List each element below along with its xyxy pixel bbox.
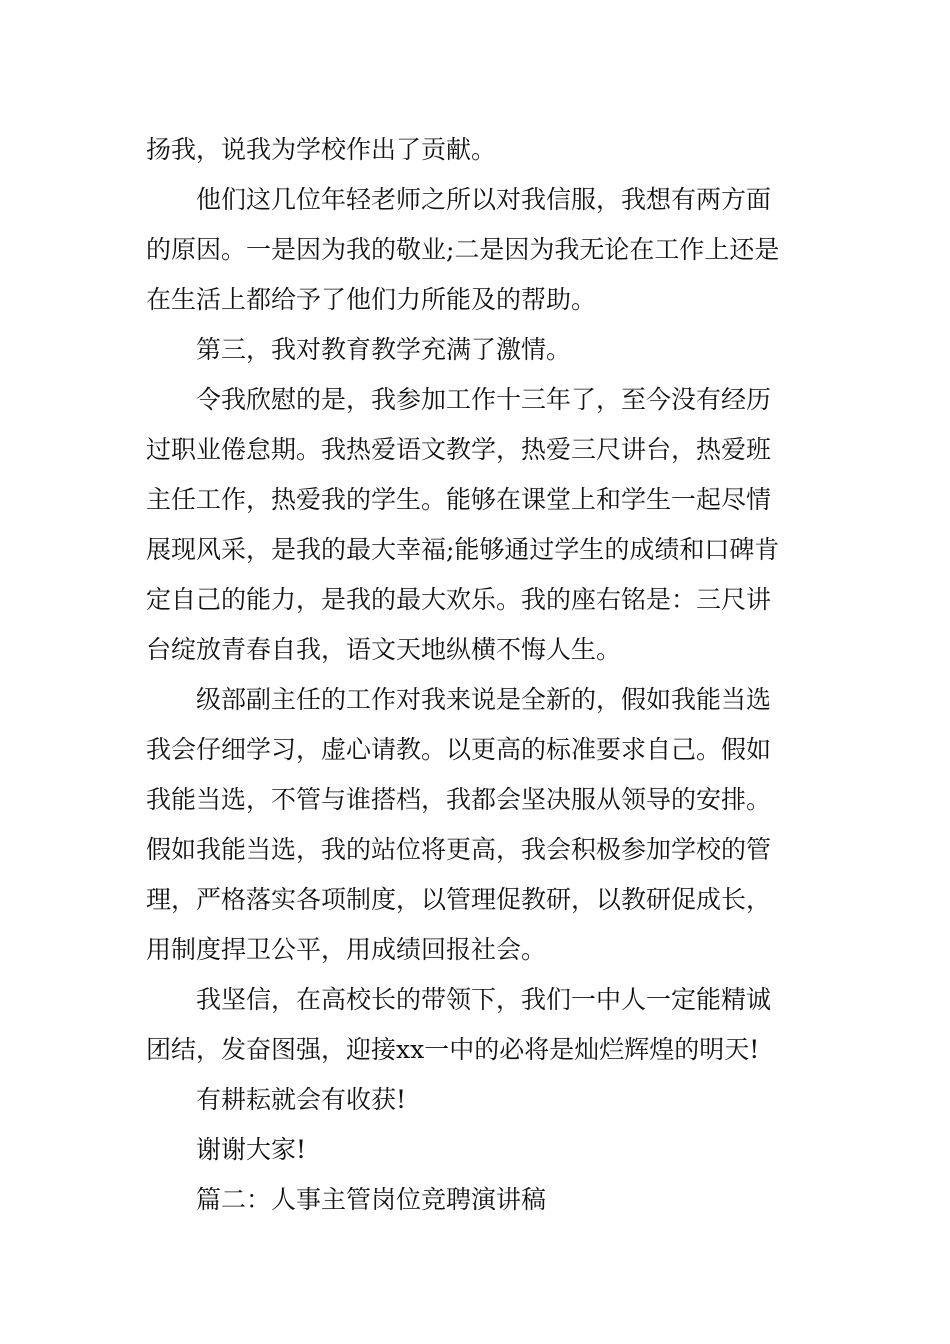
text-line: 的原因。一是因为我的敬业;二是因为我无论在工作上还是 <box>146 235 780 264</box>
text-line: 他们这几位年轻老师之所以对我信服，我想有两方面 <box>196 185 772 214</box>
text-line: 我坚信，在高校长的带领下，我们一中人一定能精诚 <box>196 985 772 1014</box>
text-line: 团结，发奋图强，迎接xx一中的必将是灿烂辉煌的明天! <box>146 1035 760 1064</box>
text-line: 第三，我对教育教学充满了激情。 <box>196 335 572 364</box>
text-line: 令我欣慰的是，我参加工作十三年了，至今没有经历 <box>196 385 772 414</box>
text-line: 定自己的能力，是我的最大欢乐。我的座右铭是：三尺讲 <box>146 585 772 614</box>
text-line: 展现风采，是我的最大幸福;能够通过学生的成绩和口碑肯 <box>146 535 780 564</box>
section-heading: 篇二：人事主管岗位竞聘演讲稿 <box>196 1185 547 1214</box>
text-line: 用制度捍卫公平，用成绩回报社会。 <box>146 935 547 964</box>
text-line: 我能当选，不管与谁搭档，我都会坚决服从领导的安排。 <box>146 785 772 814</box>
text-line: 过职业倦怠期。我热爱语文教学，热爱三尺讲台，热爱班 <box>146 435 772 464</box>
text-line: 谢谢大家! <box>196 1135 307 1164</box>
text-line: 有耕耘就会有收获! <box>196 1085 407 1114</box>
text-line: 台绽放青春自我，语文天地纵横不悔人生。 <box>146 635 622 664</box>
text-line: 扬我，说我为学校作出了贡献。 <box>146 135 497 164</box>
text-line: 主任工作，热爱我的学生。能够在课堂上和学生一起尽情 <box>146 485 772 514</box>
text-line: 理，严格落实各项制度，以管理促教研，以教研促成长， <box>146 885 772 914</box>
text-line: 假如我能当选，我的站位将更高，我会积极参加学校的管 <box>146 835 772 864</box>
text-line: 级部副主任的工作对我来说是全新的，假如我能当选 <box>196 685 772 714</box>
text-line: 我会仔细学习，虚心请教。以更高的标准要求自己。假如 <box>146 735 772 764</box>
text-line: 在生活上都给予了他们力所能及的帮助。 <box>146 285 597 314</box>
